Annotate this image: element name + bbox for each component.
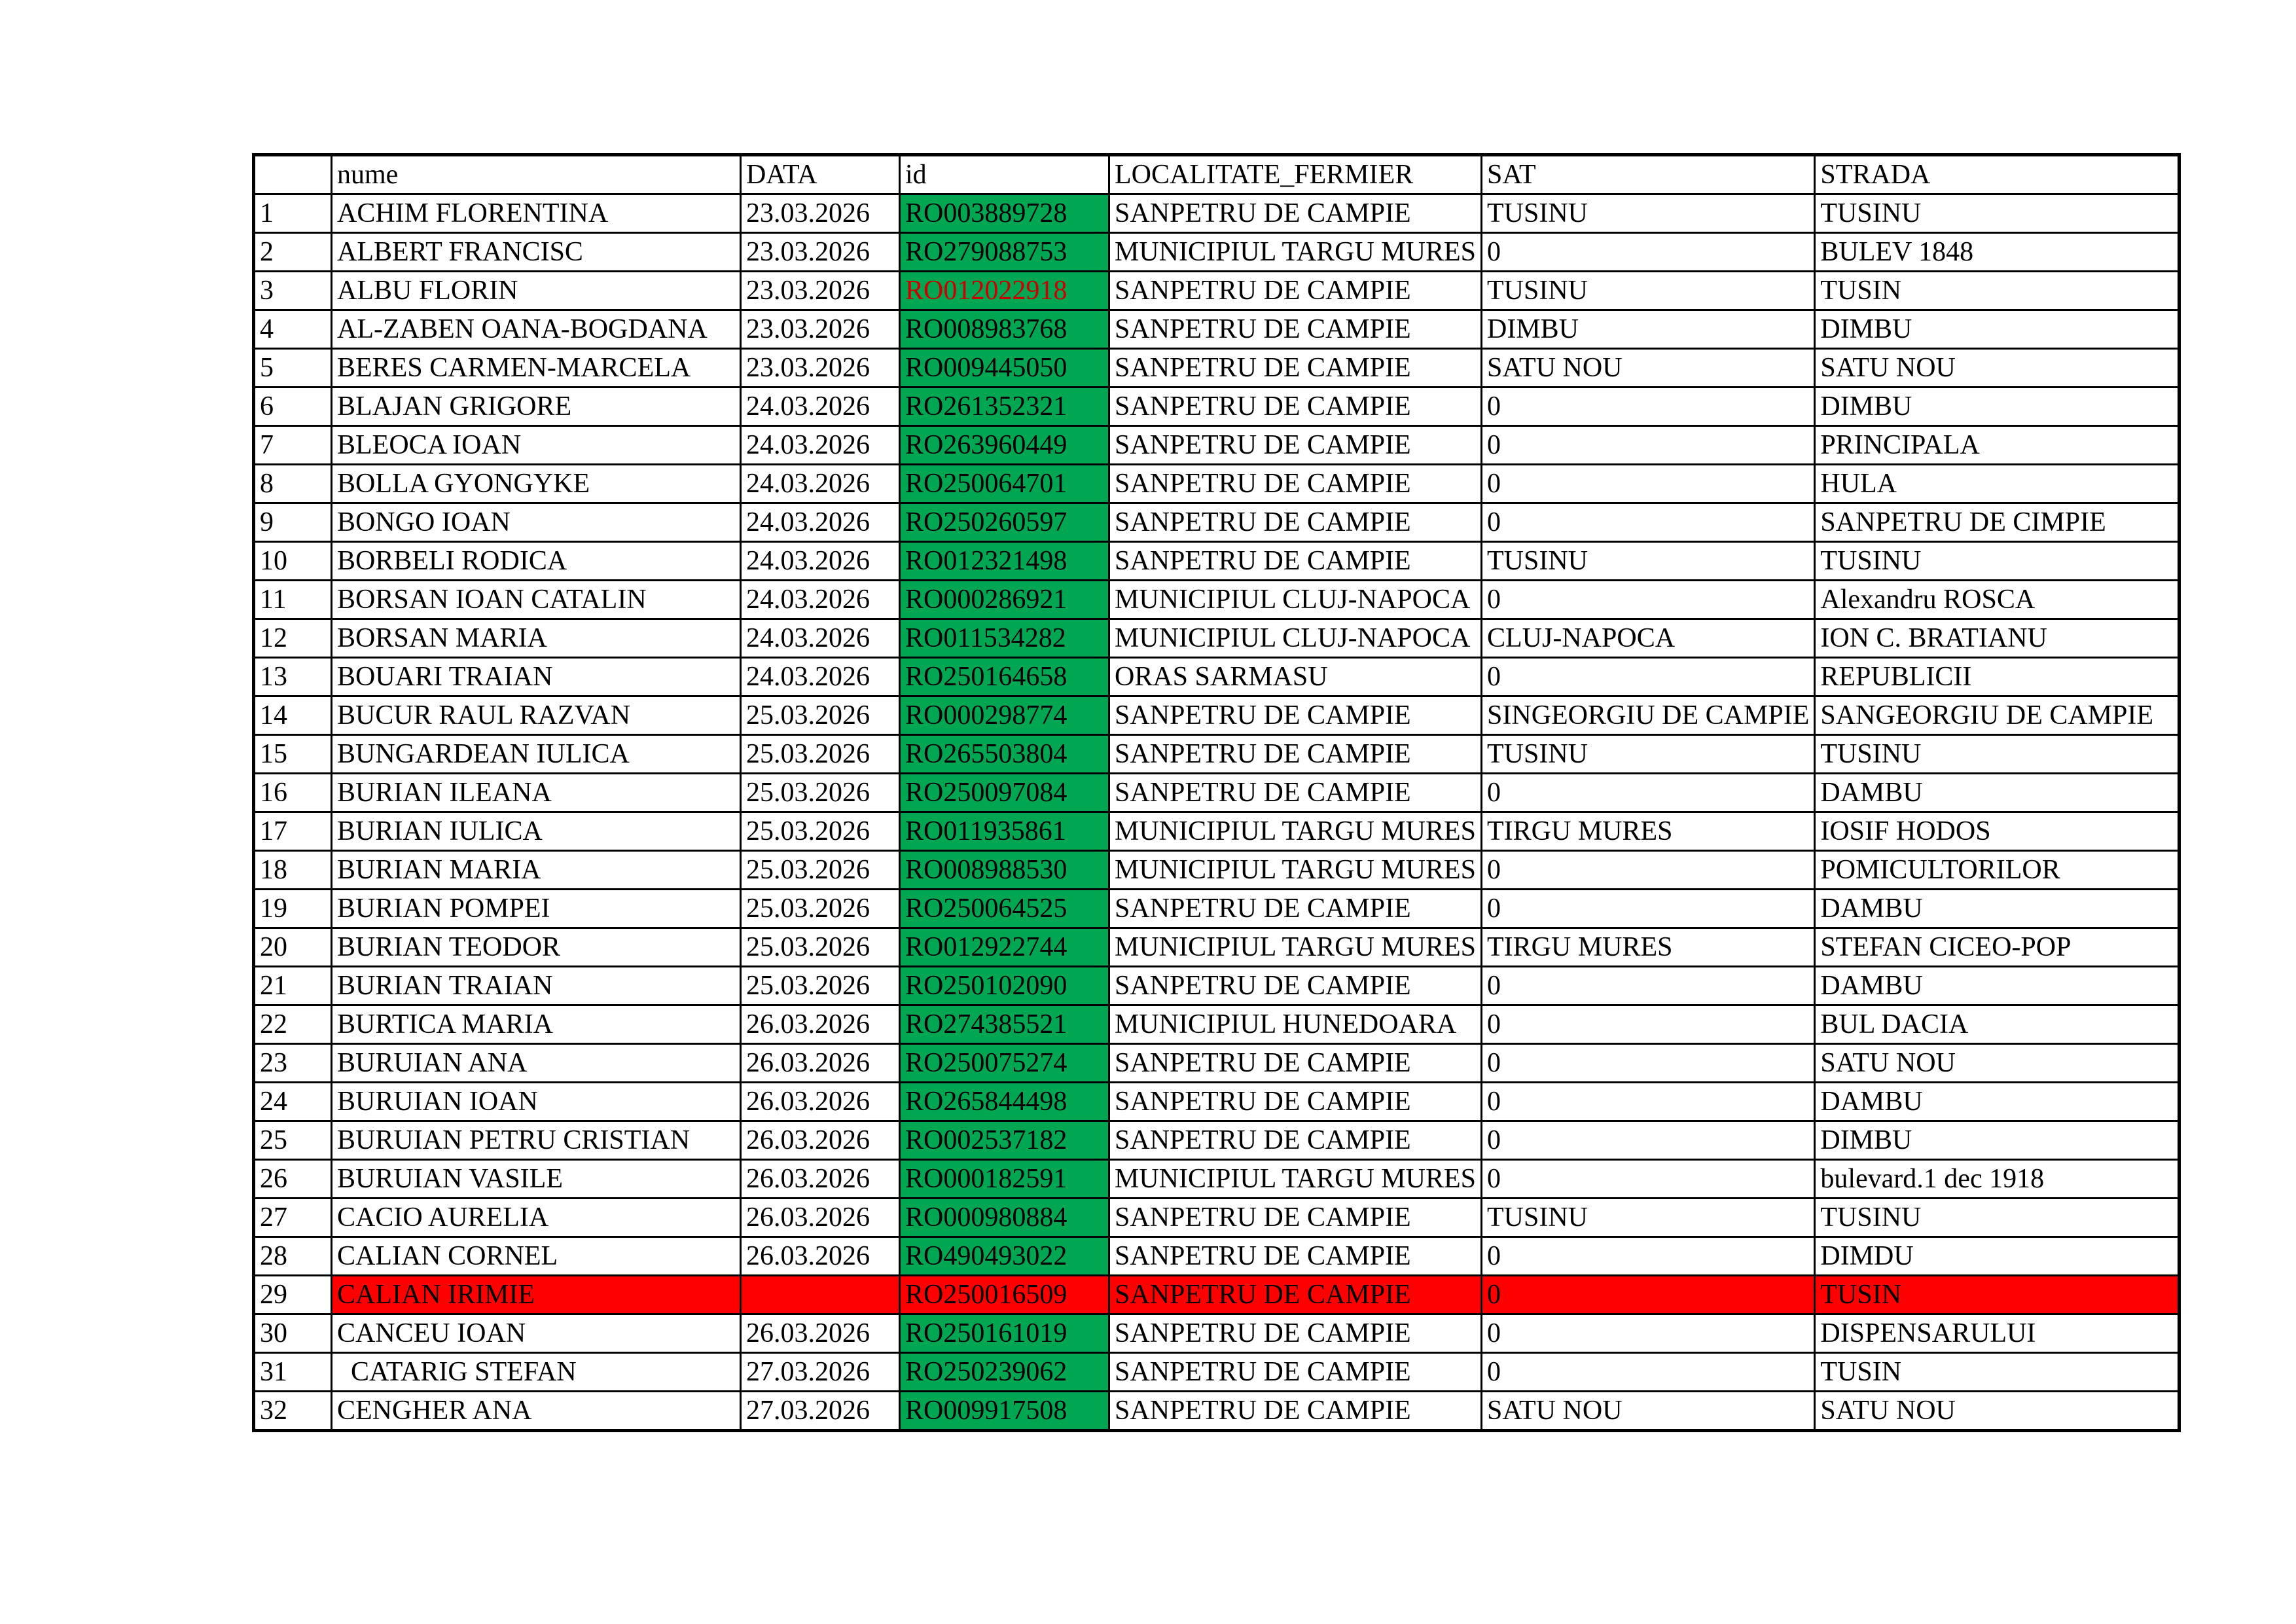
cell-num: 20 — [254, 928, 332, 967]
cell-strada: TUSIN — [1815, 1353, 2179, 1392]
header-nume: nume — [332, 155, 741, 194]
cell-num: 1 — [254, 194, 332, 233]
cell-strada: TUSINU — [1815, 194, 2179, 233]
cell-num: 26 — [254, 1160, 332, 1199]
cell-data: 25.03.2026 — [741, 812, 900, 851]
cell-nume: BURIAN POMPEI — [332, 890, 741, 928]
cell-strada: TUSINU — [1815, 542, 2179, 581]
cell-strada: HULA — [1815, 465, 2179, 503]
cell-num: 23 — [254, 1044, 332, 1083]
table-row — [254, 735, 2179, 774]
cell-strada: TUSIN — [1815, 1276, 2179, 1314]
cell-nume: CENGHER ANA — [332, 1392, 741, 1431]
cell-nume: BURUIAN IOAN — [332, 1083, 741, 1121]
cell-id: RO000298774 — [900, 696, 1109, 735]
cell-nume: BURUIAN VASILE — [332, 1160, 741, 1199]
cell-num: 14 — [254, 696, 332, 735]
cell-localitate: SANPETRU DE CAMPIE — [1109, 1121, 1482, 1160]
cell-id: RO008983768 — [900, 310, 1109, 349]
cell-data: 24.03.2026 — [741, 658, 900, 696]
cell-nume: BURUIAN ANA — [332, 1044, 741, 1083]
header-id: id — [900, 155, 1109, 194]
cell-data: 26.03.2026 — [741, 1121, 900, 1160]
cell-id: RO000980884 — [900, 1199, 1109, 1237]
cell-sat: CLUJ-NAPOCA — [1482, 619, 1815, 658]
cell-num: 7 — [254, 426, 332, 465]
cell-data: 23.03.2026 — [741, 272, 900, 310]
cell-sat: DIMBU — [1482, 310, 1815, 349]
cell-sat: 0 — [1482, 1314, 1815, 1353]
table-row — [254, 1199, 2179, 1237]
header-data: DATA — [741, 155, 900, 194]
table-row — [254, 388, 2179, 426]
cell-id: RO274385521 — [900, 1005, 1109, 1044]
cell-data: 25.03.2026 — [741, 696, 900, 735]
cell-id: RO008988530 — [900, 851, 1109, 890]
cell-strada: DIMBU — [1815, 310, 2179, 349]
cell-strada: ION C. BRATIANU — [1815, 619, 2179, 658]
cell-data: 24.03.2026 — [741, 465, 900, 503]
cell-nume: BURIAN MARIA — [332, 851, 741, 890]
cell-num: 29 — [254, 1276, 332, 1314]
table-row — [254, 272, 2179, 310]
cell-data: 25.03.2026 — [741, 774, 900, 812]
cell-id: RO265503804 — [900, 735, 1109, 774]
header-strada: STRADA — [1815, 155, 2179, 194]
cell-data: 27.03.2026 — [741, 1392, 900, 1431]
cell-localitate: SANPETRU DE CAMPIE — [1109, 310, 1482, 349]
cell-localitate: SANPETRU DE CAMPIE — [1109, 272, 1482, 310]
cell-strada: DAMBU — [1815, 774, 2179, 812]
cell-localitate: SANPETRU DE CAMPIE — [1109, 426, 1482, 465]
cell-data: 27.03.2026 — [741, 1353, 900, 1392]
cell-id: RO009917508 — [900, 1392, 1109, 1431]
cell-sat: TUSINU — [1482, 194, 1815, 233]
cell-strada: bulevard.1 dec 1918 — [1815, 1160, 2179, 1199]
cell-strada: TUSIN — [1815, 272, 2179, 310]
cell-sat: 0 — [1482, 1237, 1815, 1276]
cell-strada: DAMBU — [1815, 1083, 2179, 1121]
cell-id: RO011935861 — [900, 812, 1109, 851]
cell-localitate: SANPETRU DE CAMPIE — [1109, 1199, 1482, 1237]
header-rownum — [254, 155, 332, 194]
cell-num: 9 — [254, 503, 332, 542]
cell-strada: REPUBLICII — [1815, 658, 2179, 696]
cell-strada: BUL DACIA — [1815, 1005, 2179, 1044]
table-row — [254, 851, 2179, 890]
cell-id: RO250075274 — [900, 1044, 1109, 1083]
cell-strada: SATU NOU — [1815, 349, 2179, 388]
cell-id: RO279088753 — [900, 233, 1109, 272]
cell-localitate: SANPETRU DE CAMPIE — [1109, 349, 1482, 388]
cell-data: 23.03.2026 — [741, 233, 900, 272]
table-row — [254, 658, 2179, 696]
cell-num: 19 — [254, 890, 332, 928]
cell-num: 13 — [254, 658, 332, 696]
cell-num: 4 — [254, 310, 332, 349]
cell-id: RO263960449 — [900, 426, 1109, 465]
cell-nume: BOLLA GYONGYKE — [332, 465, 741, 503]
cell-sat: 0 — [1482, 388, 1815, 426]
cell-sat: 0 — [1482, 1005, 1815, 1044]
cell-sat: 0 — [1482, 1044, 1815, 1083]
cell-nume: BURIAN IULICA — [332, 812, 741, 851]
cell-strada: POMICULTORILOR — [1815, 851, 2179, 890]
table-row — [254, 426, 2179, 465]
cell-nume: CALIAN CORNEL — [332, 1237, 741, 1276]
cell-data: 25.03.2026 — [741, 851, 900, 890]
cell-num: 25 — [254, 1121, 332, 1160]
table-row — [254, 310, 2179, 349]
cell-id: RO250161019 — [900, 1314, 1109, 1353]
cell-sat: TUSINU — [1482, 1199, 1815, 1237]
cell-id: RO250097084 — [900, 774, 1109, 812]
table-row — [254, 465, 2179, 503]
cell-nume: BURIAN TRAIAN — [332, 967, 741, 1005]
cell-data: 23.03.2026 — [741, 310, 900, 349]
cell-num: 17 — [254, 812, 332, 851]
cell-id: RO250260597 — [900, 503, 1109, 542]
cell-localitate: ORAS SARMASU — [1109, 658, 1482, 696]
cell-sat: 0 — [1482, 851, 1815, 890]
cell-nume: CATARIG STEFAN — [332, 1353, 741, 1392]
table-row — [254, 1083, 2179, 1121]
cell-num: 16 — [254, 774, 332, 812]
cell-id: RO012922744 — [900, 928, 1109, 967]
cell-localitate: SANPETRU DE CAMPIE — [1109, 1314, 1482, 1353]
cell-sat: 0 — [1482, 890, 1815, 928]
cell-strada: SANPETRU DE CIMPIE — [1815, 503, 2179, 542]
cell-data: 25.03.2026 — [741, 735, 900, 774]
cell-id: RO490493022 — [900, 1237, 1109, 1276]
cell-strada: Alexandru ROSCA — [1815, 581, 2179, 619]
cell-data: 25.03.2026 — [741, 928, 900, 967]
cell-nume: BORBELI RODICA — [332, 542, 741, 581]
cell-strada: IOSIF HODOS — [1815, 812, 2179, 851]
cell-localitate: SANPETRU DE CAMPIE — [1109, 967, 1482, 1005]
cell-id: RO002537182 — [900, 1121, 1109, 1160]
cell-data: 25.03.2026 — [741, 890, 900, 928]
cell-data: 26.03.2026 — [741, 1160, 900, 1199]
table-row — [254, 1005, 2179, 1044]
cell-data: 26.03.2026 — [741, 1005, 900, 1044]
cell-strada: SANGEORGIU DE CAMPIE — [1815, 696, 2179, 735]
cell-id: RO250064525 — [900, 890, 1109, 928]
cell-localitate: SANPETRU DE CAMPIE — [1109, 890, 1482, 928]
cell-nume: BURUIAN PETRU CRISTIAN — [332, 1121, 741, 1160]
table-row — [254, 349, 2179, 388]
cell-data: 26.03.2026 — [741, 1199, 900, 1237]
table-row — [254, 233, 2179, 272]
cell-localitate: SANPETRU DE CAMPIE — [1109, 696, 1482, 735]
table-row — [254, 696, 2179, 735]
cell-localitate: MUNICIPIUL CLUJ-NAPOCA — [1109, 619, 1482, 658]
cell-id: RO012022918 — [900, 272, 1109, 310]
cell-localitate: SANPETRU DE CAMPIE — [1109, 774, 1482, 812]
cell-id: RO011534282 — [900, 619, 1109, 658]
cell-localitate: SANPETRU DE CAMPIE — [1109, 388, 1482, 426]
cell-sat: 0 — [1482, 1353, 1815, 1392]
cell-id: RO261352321 — [900, 388, 1109, 426]
cell-localitate: MUNICIPIUL TARGU MURES — [1109, 1160, 1482, 1199]
cell-sat: TUSINU — [1482, 272, 1815, 310]
header-sat: SAT — [1482, 155, 1815, 194]
cell-num: 27 — [254, 1199, 332, 1237]
table-row — [254, 1314, 2179, 1353]
cell-num: 32 — [254, 1392, 332, 1431]
cell-sat: 0 — [1482, 1276, 1815, 1314]
cell-strada: SATU NOU — [1815, 1044, 2179, 1083]
cell-localitate: SANPETRU DE CAMPIE — [1109, 1083, 1482, 1121]
cell-num: 5 — [254, 349, 332, 388]
cell-localitate: SANPETRU DE CAMPIE — [1109, 194, 1482, 233]
cell-sat: 0 — [1482, 503, 1815, 542]
cell-sat: 0 — [1482, 233, 1815, 272]
cell-localitate: MUNICIPIUL HUNEDOARA — [1109, 1005, 1482, 1044]
cell-strada: DISPENSARULUI — [1815, 1314, 2179, 1353]
cell-localitate: SANPETRU DE CAMPIE — [1109, 1353, 1482, 1392]
cell-nume: BLEOCA IOAN — [332, 426, 741, 465]
cell-data: 24.03.2026 — [741, 503, 900, 542]
table-row — [254, 1276, 2179, 1314]
table-row — [254, 890, 2179, 928]
cell-sat: 0 — [1482, 658, 1815, 696]
cell-nume: ACHIM FLORENTINA — [332, 194, 741, 233]
cell-strada: BULEV 1848 — [1815, 233, 2179, 272]
table-row — [254, 1237, 2179, 1276]
cell-num: 22 — [254, 1005, 332, 1044]
cell-nume: CACIO AURELIA — [332, 1199, 741, 1237]
cell-localitate: SANPETRU DE CAMPIE — [1109, 465, 1482, 503]
cell-nume: BORSAN IOAN CATALIN — [332, 581, 741, 619]
header-localitate: LOCALITATE_FERMIER — [1109, 155, 1482, 194]
cell-sat: SATU NOU — [1482, 349, 1815, 388]
table-row — [254, 1353, 2179, 1392]
table-row — [254, 503, 2179, 542]
cell-sat: TUSINU — [1482, 735, 1815, 774]
cell-localitate: SANPETRU DE CAMPIE — [1109, 1237, 1482, 1276]
cell-sat: 0 — [1482, 774, 1815, 812]
cell-num: 31 — [254, 1353, 332, 1392]
cell-id: RO000182591 — [900, 1160, 1109, 1199]
header-row — [254, 155, 2179, 194]
table-row — [254, 581, 2179, 619]
cell-data: 25.03.2026 — [741, 967, 900, 1005]
cell-id: RO250016509 — [900, 1276, 1109, 1314]
cell-sat: 0 — [1482, 1083, 1815, 1121]
cell-nume: CANCEU IOAN — [332, 1314, 741, 1353]
cell-id: RO250164658 — [900, 658, 1109, 696]
table-row — [254, 619, 2179, 658]
cell-strada: STEFAN CICEO-POP — [1815, 928, 2179, 967]
cell-nume: ALBERT FRANCISC — [332, 233, 741, 272]
table-row — [254, 812, 2179, 851]
cell-id: RO250102090 — [900, 967, 1109, 1005]
cell-localitate: SANPETRU DE CAMPIE — [1109, 735, 1482, 774]
cell-nume: ALBU FLORIN — [332, 272, 741, 310]
cell-data — [741, 1276, 900, 1314]
cell-sat: TUSINU — [1482, 542, 1815, 581]
cell-nume: BUCUR RAUL RAZVAN — [332, 696, 741, 735]
cell-data: 24.03.2026 — [741, 619, 900, 658]
cell-localitate: MUNICIPIUL TARGU MURES — [1109, 812, 1482, 851]
cell-sat: 0 — [1482, 967, 1815, 1005]
cell-num: 28 — [254, 1237, 332, 1276]
cell-id: RO250064701 — [900, 465, 1109, 503]
cell-num: 18 — [254, 851, 332, 890]
cell-nume: BONGO IOAN — [332, 503, 741, 542]
cell-localitate: MUNICIPIUL CLUJ-NAPOCA — [1109, 581, 1482, 619]
cell-sat: 0 — [1482, 465, 1815, 503]
cell-nume: AL-ZABEN OANA-BOGDANA — [332, 310, 741, 349]
cell-nume: BURIAN TEODOR — [332, 928, 741, 967]
cell-id: RO265844498 — [900, 1083, 1109, 1121]
cell-nume: BOUARI TRAIAN — [332, 658, 741, 696]
cell-sat: 0 — [1482, 1160, 1815, 1199]
cell-strada: TUSINU — [1815, 1199, 2179, 1237]
table-row — [254, 194, 2179, 233]
cell-data: 24.03.2026 — [741, 388, 900, 426]
cell-sat: 0 — [1482, 1121, 1815, 1160]
cell-id: RO250239062 — [900, 1353, 1109, 1392]
cell-id: RO003889728 — [900, 194, 1109, 233]
cell-sat: TIRGU MURES — [1482, 812, 1815, 851]
cell-nume: BLAJAN GRIGORE — [332, 388, 741, 426]
table-row — [254, 542, 2179, 581]
table-row — [254, 1121, 2179, 1160]
cell-data: 24.03.2026 — [741, 581, 900, 619]
cell-strada: DAMBU — [1815, 967, 2179, 1005]
cell-strada: TUSINU — [1815, 735, 2179, 774]
cell-nume: BURIAN ILEANA — [332, 774, 741, 812]
table-row — [254, 928, 2179, 967]
cell-num: 30 — [254, 1314, 332, 1353]
cell-strada: DIMBU — [1815, 1121, 2179, 1160]
cell-strada: DIMDU — [1815, 1237, 2179, 1276]
cell-localitate: SANPETRU DE CAMPIE — [1109, 1392, 1482, 1431]
cell-num: 24 — [254, 1083, 332, 1121]
cell-data: 23.03.2026 — [741, 194, 900, 233]
cell-strada: SATU NOU — [1815, 1392, 2179, 1431]
cell-num: 11 — [254, 581, 332, 619]
cell-num: 8 — [254, 465, 332, 503]
table-row — [254, 967, 2179, 1005]
cell-sat: 0 — [1482, 426, 1815, 465]
cell-localitate: SANPETRU DE CAMPIE — [1109, 1044, 1482, 1083]
cell-localitate: MUNICIPIUL TARGU MURES — [1109, 928, 1482, 967]
table-row — [254, 1044, 2179, 1083]
cell-data: 26.03.2026 — [741, 1314, 900, 1353]
cell-nume: BURTICA MARIA — [332, 1005, 741, 1044]
cell-localitate: MUNICIPIUL TARGU MURES — [1109, 851, 1482, 890]
cell-strada: DAMBU — [1815, 890, 2179, 928]
cell-data: 26.03.2026 — [741, 1044, 900, 1083]
cell-sat: SATU NOU — [1482, 1392, 1815, 1431]
cell-num: 6 — [254, 388, 332, 426]
table-row — [254, 774, 2179, 812]
table-row — [254, 1160, 2179, 1199]
cell-num: 15 — [254, 735, 332, 774]
cell-nume: BORSAN MARIA — [332, 619, 741, 658]
cell-localitate: SANPETRU DE CAMPIE — [1109, 503, 1482, 542]
cell-nume: BUNGARDEAN IULICA — [332, 735, 741, 774]
cell-data: 23.03.2026 — [741, 349, 900, 388]
cell-strada: PRINCIPALA — [1815, 426, 2179, 465]
cell-num: 10 — [254, 542, 332, 581]
cell-localitate: SANPETRU DE CAMPIE — [1109, 1276, 1482, 1314]
cell-data: 26.03.2026 — [741, 1237, 900, 1276]
cell-data: 26.03.2026 — [741, 1083, 900, 1121]
cell-id: RO012321498 — [900, 542, 1109, 581]
cell-strada: DIMBU — [1815, 388, 2179, 426]
cell-id: RO000286921 — [900, 581, 1109, 619]
cell-localitate: SANPETRU DE CAMPIE — [1109, 542, 1482, 581]
spreadsheet-table — [252, 153, 2181, 1432]
cell-data: 24.03.2026 — [741, 542, 900, 581]
cell-num: 3 — [254, 272, 332, 310]
cell-data: 24.03.2026 — [741, 426, 900, 465]
table-row — [254, 1392, 2179, 1431]
cell-nume: CALIAN IRIMIE — [332, 1276, 741, 1314]
cell-num: 21 — [254, 967, 332, 1005]
cell-num: 2 — [254, 233, 332, 272]
cell-sat: 0 — [1482, 581, 1815, 619]
cell-sat: SINGEORGIU DE CAMPIE — [1482, 696, 1815, 735]
cell-sat: TIRGU MURES — [1482, 928, 1815, 967]
cell-num: 12 — [254, 619, 332, 658]
cell-id: RO009445050 — [900, 349, 1109, 388]
cell-nume: BERES CARMEN-MARCELA — [332, 349, 741, 388]
cell-localitate: MUNICIPIUL TARGU MURES — [1109, 233, 1482, 272]
